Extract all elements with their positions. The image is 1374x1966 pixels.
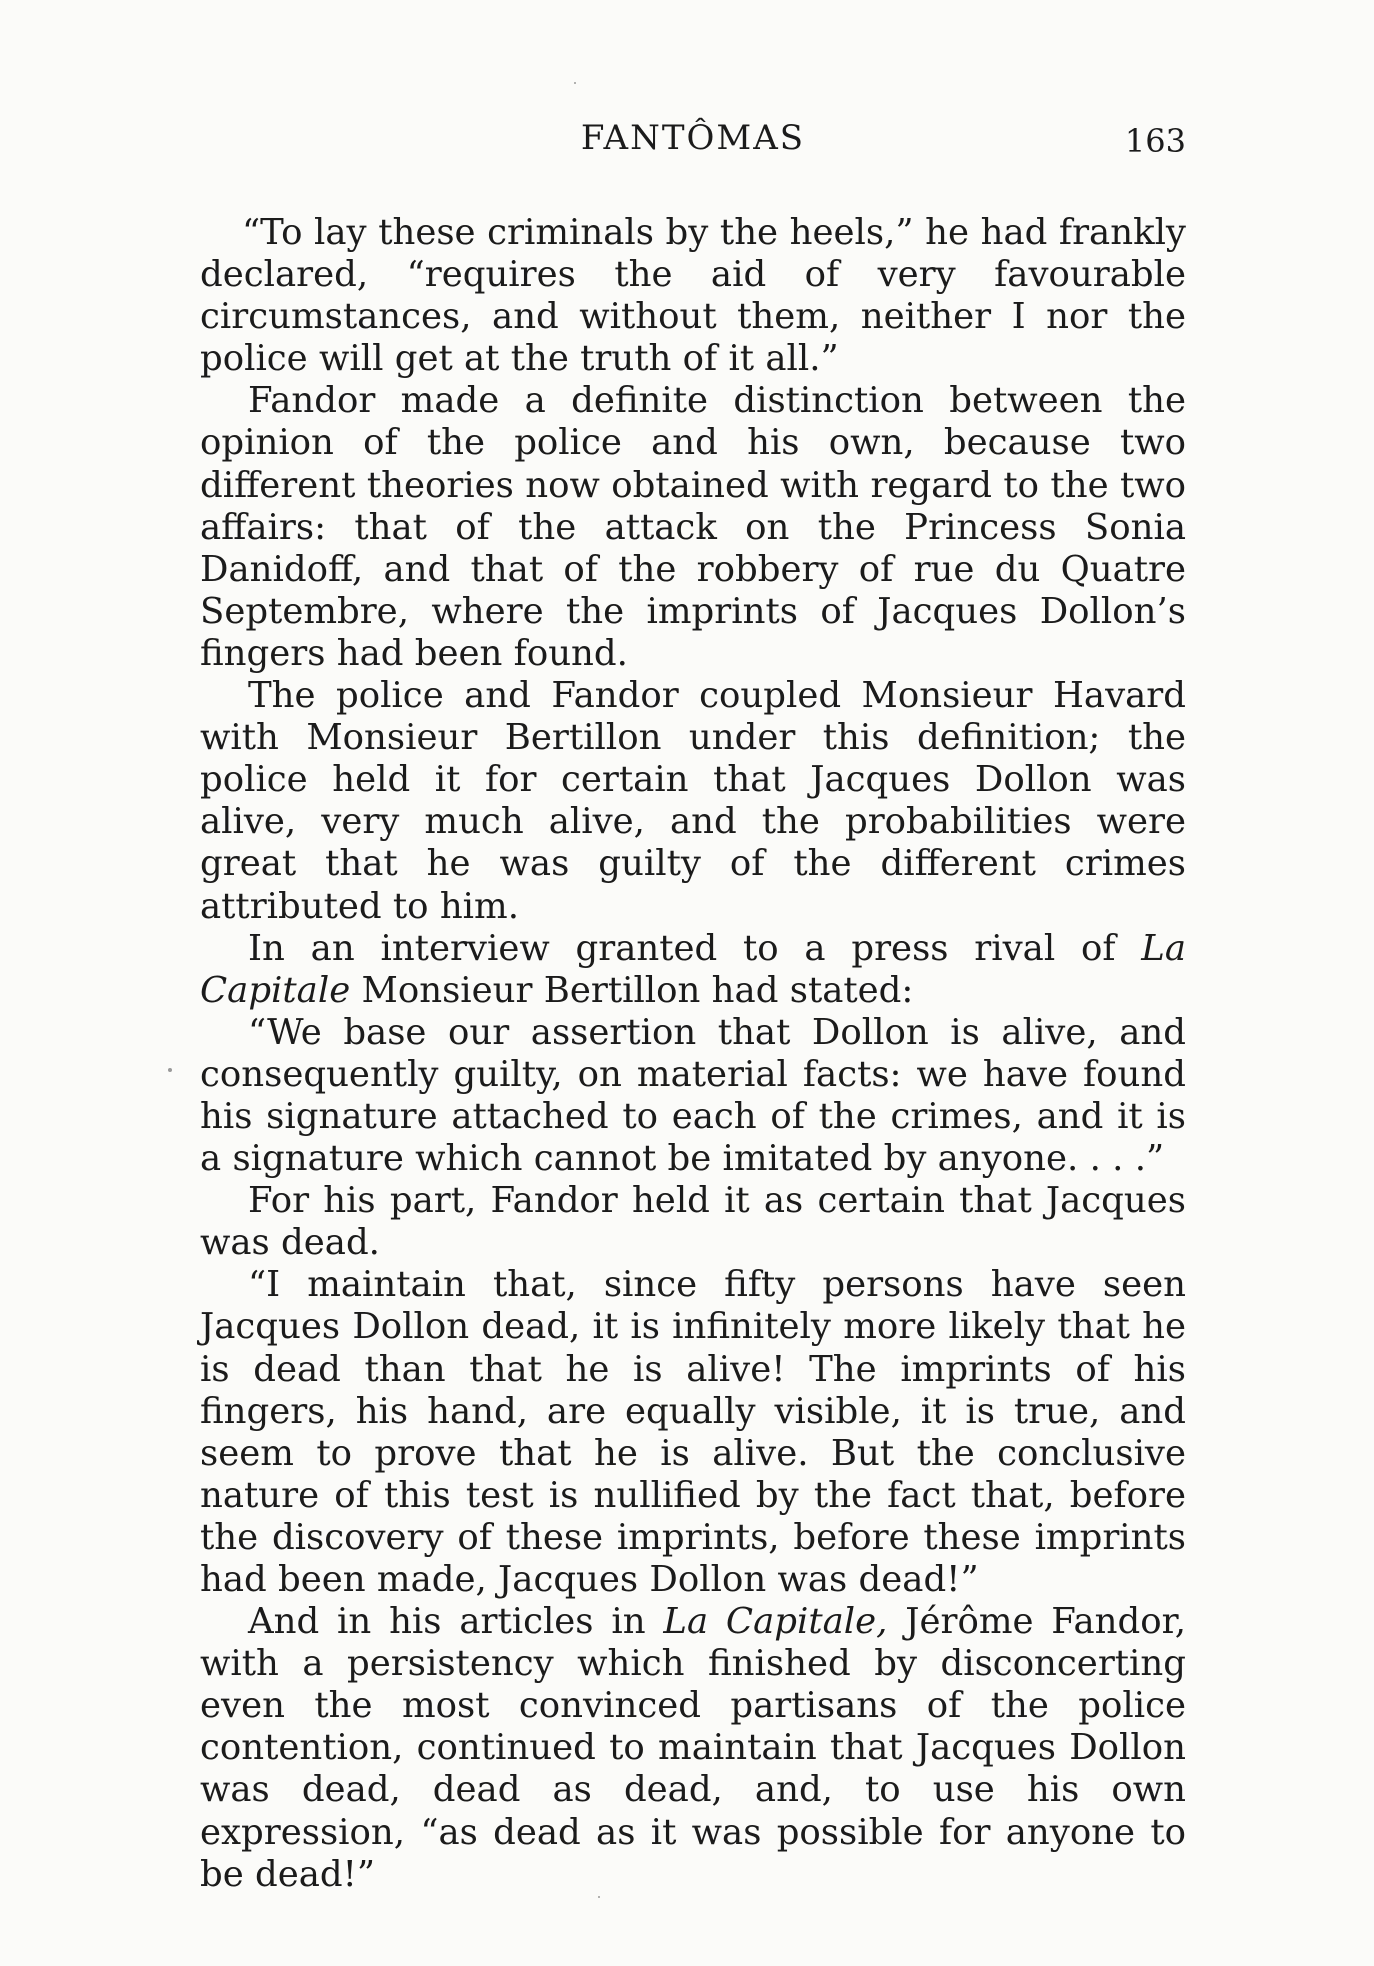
paragraph-8 (200, 1601, 1186, 1896)
paragraph-2: Fandor made a definite distinction between the opinion of the police and his own, because two different theories now obtained with regard to the two affairs: that of the attack on the Princess Sonia Danidoff, and that of the robbery of rue du Quatre Septembre, where the imprints of Jacques Dollon’s fingers had been found. (200, 380, 1186, 674)
paragraph-4-text-start: In an interview granted to a press rival of (248, 927, 1142, 969)
body-text (200, 212, 1186, 1896)
paragraph-8-text-start: And in his articles in (248, 1601, 664, 1643)
running-head (200, 118, 1186, 178)
paper-speck (168, 1068, 172, 1072)
paragraph-5: “We base our assertion that Dollon is alive, and consequently guilty, on material facts: we have found his signature attached to each of the crimes, and it is a signature which cannot be imitated by anyone. . . .” (200, 1011, 1186, 1180)
paragraph-7: “I maintain that, since fifty persons have seen Jacques Dollon dead, it is infinitely more likely that he is dead than that he is alive! The imprints of his fingers, his hand, are equally visible, it is true, and seem to prove that he is alive. But the conclusive nature of this test is nullified by the fact that, before the discovery of these imprints, before these imprints had been made, Jacques Dollon was dead!” (200, 1264, 1186, 1600)
paragraph-4-text-end: Monsieur Bertillon had stated: (350, 969, 914, 1011)
running-title: FANTÔMAS (580, 118, 806, 158)
paragraph-3: The police and Fandor coupled Monsieur Havard with Monsieur Bertillon under this definition; the police held it for certain that Jacques Dollon was alive, very much alive, and the probabilities were great that he was guilty of the different crimes attributed to him. (200, 675, 1186, 927)
paragraph-8-text-end: Jérôme Fandor, with a persistency which finished by disconcerting even the most convinced partisans of the police contention, continued to maintain that Jacques Dollon was dead, dead as dead, and, to use his own expression, “as dead as it was possible for anyone to be dead!” (200, 1601, 1187, 1895)
page-number: 163 (1124, 122, 1186, 160)
newspaper-title: La Capitale, (663, 1601, 888, 1643)
paragraph-1: “To lay these criminals by the heels,” he had frankly declared, “requires the aid of very favourable circumstances, and without them, neither I nor the police will get at the truth of it all.” (200, 212, 1186, 380)
newspaper-title: La Capitale (200, 927, 1186, 1011)
paragraph-6: For his part, Fandor held it as certain that Jacques was dead. (200, 1180, 1186, 1264)
paragraph-4 (200, 928, 1186, 1012)
paper-speck (598, 1896, 600, 1898)
paper-speck (574, 82, 576, 84)
